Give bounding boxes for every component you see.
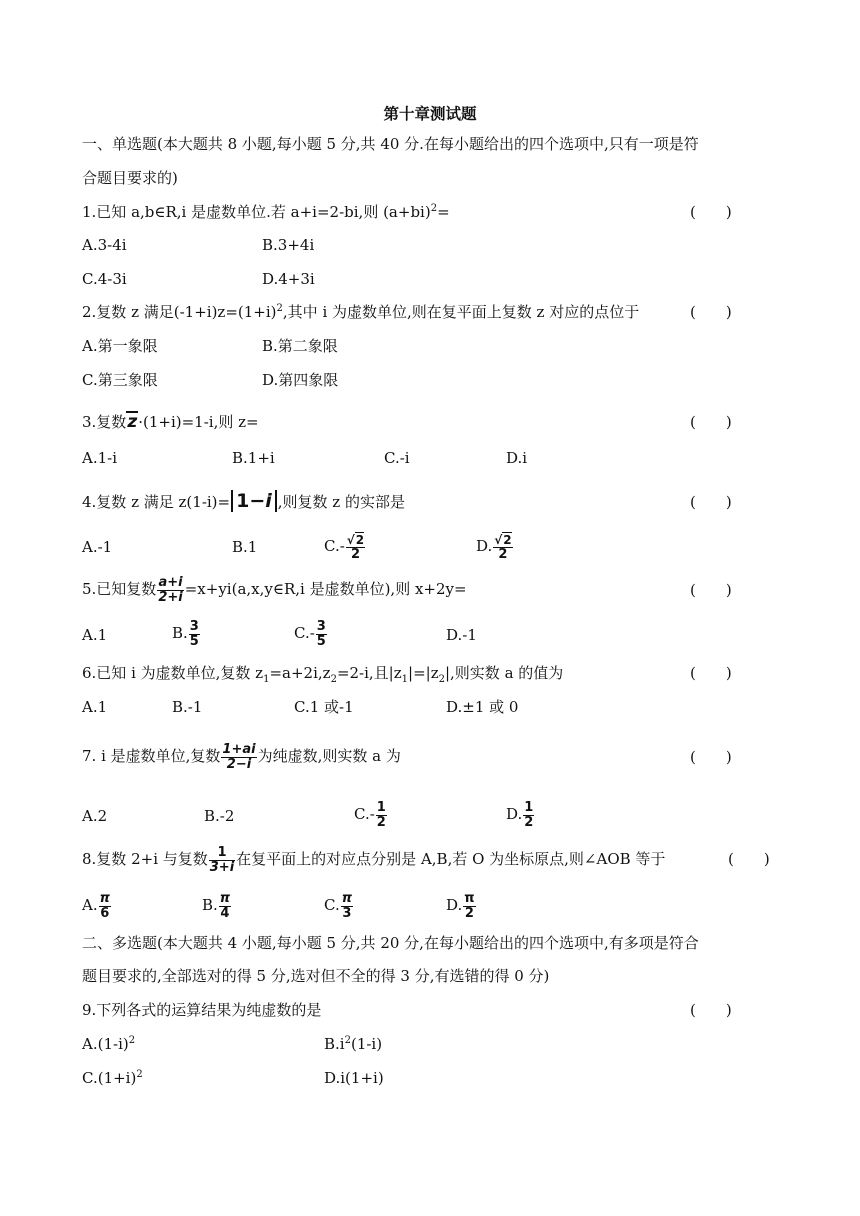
question-4-stem: 4.复数 z 满足 z(1-i)= 1−i ,则复数 z 的实部是 xyxy=(82,490,405,512)
q9-option-c: $C.(1+i)^2$ xyxy=(82,1069,143,1087)
question-7-stem: 7. i 是虚数单位,复数 $\frac{1+ai}{2-i}$ 为纯虚数,则实数 a 为 xyxy=(82,741,401,772)
q3-option-c: C.-i xyxy=(384,449,410,467)
q7-option-d: D. $\frac{1}{2}$ xyxy=(506,799,534,830)
q6-option-b: B.-1 xyxy=(172,698,203,716)
q6-option-a: A.1 xyxy=(82,698,108,716)
q1-option-d: D.4+3i xyxy=(262,270,315,288)
q4-option-d: D. $\frac{√2}{2}$ xyxy=(476,532,512,562)
page-title: 第十章测试题 xyxy=(383,104,477,123)
answer-blank-4: ( ) xyxy=(690,493,732,511)
q2-option-d: D.第四象限 xyxy=(262,371,339,389)
q2-option-b: B.第二象限 xyxy=(262,337,338,355)
q8-option-a: A. $\frac{\pi}{6}$ xyxy=(82,890,110,921)
q7-option-b: B.-2 xyxy=(204,807,235,825)
answer-blank-5: ( ) xyxy=(690,581,732,599)
q4-option-a: A.-1 xyxy=(82,538,113,556)
section2-instructions-line2: 题目要求的,全部选对的得 5 分,选对但不全的得 3 分,有选错的得 0 分) xyxy=(82,967,550,985)
modulus-expression: 1−i xyxy=(231,490,277,512)
z-conjugate-symbol: z xyxy=(127,412,138,432)
q8-option-c: C. $\frac{\pi}{3}$ xyxy=(324,890,353,921)
q7-option-a: A.2 xyxy=(82,807,108,825)
answer-blank-9: ( ) xyxy=(690,1001,732,1019)
q3-option-b: B.1+i xyxy=(232,449,275,467)
q9-option-b: $B.i^2(1-i)$ xyxy=(324,1035,383,1053)
q2-option-c: C.第三象限 xyxy=(82,371,158,389)
fraction-1-over-3-plus-i: $\frac{1}{3+i}$ xyxy=(209,844,235,875)
q1-option-c: C.4-3i xyxy=(82,270,127,288)
q3-option-d: D.i xyxy=(506,449,528,467)
fraction-a-plus-i-over-2-plus-i: $\frac{a+i}{2+i}$ xyxy=(158,574,183,605)
answer-blank-1: ( ) xyxy=(690,203,732,221)
question-3-stem: 3.复数z·(1+i)=1-i,则 z= xyxy=(82,412,259,432)
question-8-stem: 8.复数 2+i 与复数 $\frac{1}{3+i}$ 在复平面上的对应点分别是 A,B,若 O 为坐标原点,则∠AOB 等于 xyxy=(82,844,666,875)
answer-blank-3: ( ) xyxy=(690,413,732,431)
q2-option-a: A.第一象限 xyxy=(82,337,158,355)
answer-blank-7: ( ) xyxy=(690,748,732,766)
q5-option-c: C.- $\frac{3}{5}$ xyxy=(294,618,326,649)
q5-option-d: D.-1 xyxy=(446,626,477,644)
answer-blank-2: ( ) xyxy=(690,303,732,321)
question-1-stem: 1.已知 a,b∈R,i 是虚数单位.若 a+i=2-bi,则 $(a+bi)^2=$ xyxy=(82,203,450,221)
question-6-stem: 6.已知 i 为虚数单位,复数 $z_1=a+2i,z_2=2-i$,且$|z_1|=|z_2|$,则实数 a 的值为 xyxy=(82,664,564,685)
q6-option-d: D.±1 或 0 xyxy=(446,698,519,716)
question-5-stem: 5.已知复数 $\frac{a+i}{2+i}$ =x+yi(a,x,y∈R,i 是虚数单位),则 x+2y= xyxy=(82,574,467,605)
section1-instructions-line1: 一、单选题(本大题共 8 小题,每小题 5 分,共 40 分.在每小题给出的四个选项中,只有一项是符 xyxy=(82,135,699,153)
question-2-stem: 2.复数 z 满足$(-1+i)z=(1+i)^2$,其中 i 为虚数单位,则在复平面上复数 z 对应的点位于 xyxy=(82,303,640,321)
q5-option-b: B. $\frac{3}{5}$ xyxy=(172,618,199,649)
q1-option-b: B.3+4i xyxy=(262,236,315,254)
q6-option-c: C.1 或-1 xyxy=(294,698,354,716)
q9-option-a: $A.(1-i)^2$ xyxy=(82,1035,136,1053)
answer-blank-6: ( ) xyxy=(690,664,732,682)
q7-option-c: C.- $\frac{1}{2}$ xyxy=(354,799,386,830)
q5-option-a: A.1 xyxy=(82,626,108,644)
q3-option-a: A.1-i xyxy=(82,449,118,467)
question-9-stem: 9.下列各式的运算结果为纯虚数的是 xyxy=(82,1001,322,1019)
q4-option-c: C.- $\frac{√2}{2}$ xyxy=(324,532,365,562)
section1-instructions-line2: 合题目要求的) xyxy=(82,169,178,187)
q1-option-a: A.3-4i xyxy=(82,236,127,254)
section2-instructions-line1: 二、多选题(本大题共 4 小题,每小题 5 分,共 20 分,在每小题给出的四个选项中,有多项是符合 xyxy=(82,934,699,952)
fraction-1-plus-ai-over-2-minus-i: $\frac{1+ai}{2-i}$ xyxy=(222,741,256,772)
q8-option-b: B. $\frac{\pi}{4}$ xyxy=(202,890,231,921)
q4-option-b: B.1 xyxy=(232,538,258,556)
q9-option-d: D.i(1+i) xyxy=(324,1069,384,1087)
answer-blank-8: ( ) xyxy=(728,850,770,868)
q8-option-d: D. $\frac{\pi}{2}$ xyxy=(446,890,475,921)
